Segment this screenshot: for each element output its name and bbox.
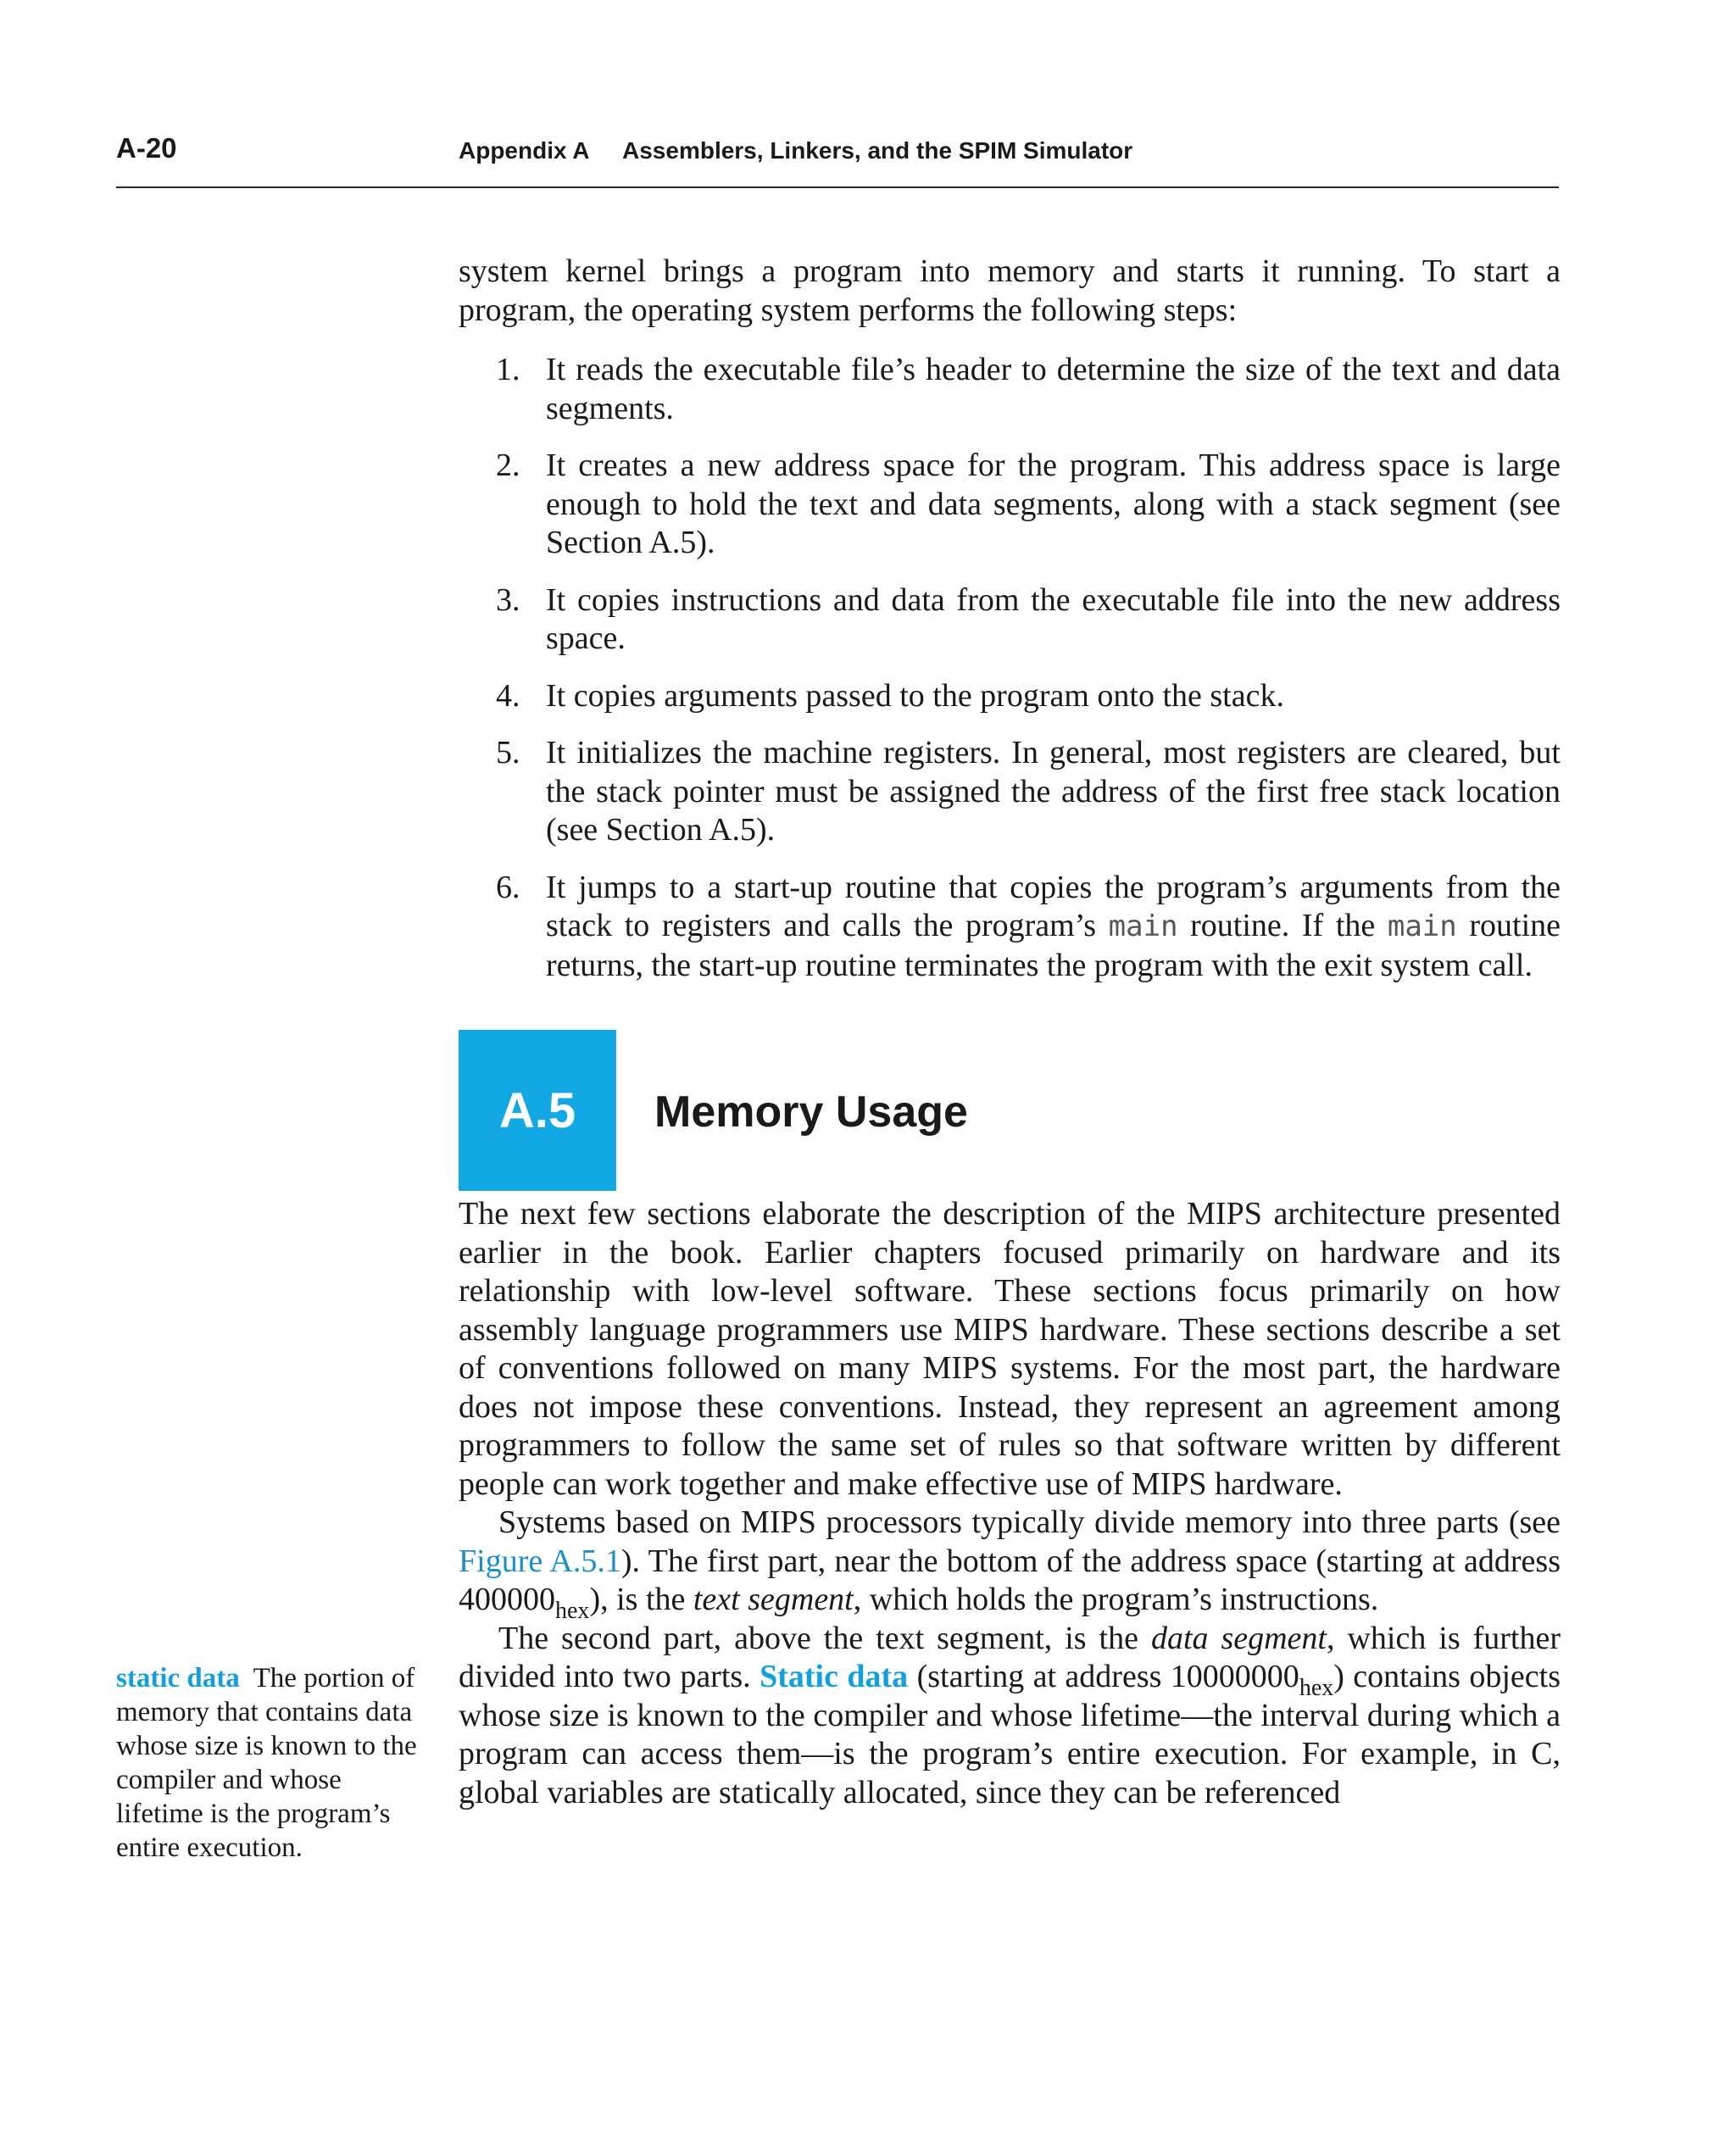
step-text-part: routine. If the — [1177, 908, 1388, 943]
subscript-hex: hex — [1299, 1675, 1334, 1701]
text-run: ) contains objects whose size is known to the compiler and whose lifetime—the interval during which a program can access them—is the program’s entire execution. For example, in C, global variables are statically allocated, since they can be referenced — [459, 1659, 1561, 1810]
running-head — [116, 127, 1559, 188]
step-text: It reads the executable file’s header to determine the size of the text and data segments. — [546, 352, 1561, 426]
chapter-title: Assemblers, Linkers, and the SPIM Simulator — [622, 137, 1133, 164]
list-item — [459, 677, 1561, 716]
step-text: It creates a new address space for the program. This address space is large enough to hold the text and data segments, along with a stack segment (see Section A.5). — [546, 448, 1561, 560]
margin-term: static data — [116, 1663, 240, 1693]
section-title: Memory Usage — [654, 1087, 968, 1137]
body-paragraph — [459, 1504, 1561, 1624]
step-text: It copies arguments passed to the program onto the stack. — [546, 677, 1284, 714]
margin-definition — [116, 1661, 430, 1865]
text-run: , which holds the program’s instructions. — [853, 1582, 1379, 1617]
section-number-box: A.5 — [459, 1030, 616, 1191]
code-main: main — [1387, 909, 1457, 943]
step-text: It initializes the machine registers. In general, most registers are cleared, but the stack pointer must be assigned the address of the first free stack location (see Section A.5). — [546, 735, 1561, 848]
list-item — [459, 581, 1561, 659]
text-run: Systems based on MIPS processors typically divide memory into three parts (see — [498, 1504, 1561, 1540]
step-number: 1. — [496, 352, 520, 387]
list-item — [459, 869, 1561, 986]
list-item — [459, 447, 1561, 563]
section-body — [459, 1195, 1561, 1812]
text-run: , which is further divided into two parts. — [459, 1620, 1561, 1694]
text-run: ), is the — [589, 1582, 693, 1617]
page-number: A-20 — [116, 132, 177, 164]
step-number: 5. — [496, 735, 520, 770]
code-main: main — [1108, 909, 1178, 943]
intro-paragraph: system kernel brings a program into memory and starts it running. To start a program, the operating system performs the following steps: — [459, 253, 1561, 328]
steps-list — [459, 351, 1561, 1004]
step-number: 4. — [496, 677, 520, 714]
step-number: 3. — [496, 581, 520, 618]
step-number: 2. — [496, 448, 520, 483]
body-paragraph — [459, 1620, 1561, 1813]
step-text-part: It jumps to a start-up routine that copies the program’s arguments from the stack to registers and calls the program’s — [546, 869, 1561, 943]
chapter-label: Appendix A — [459, 137, 590, 164]
body-paragraph: The next few sections elaborate the description of the MIPS architecture presented earlier in the book. Earlier chapters focused primarily on hardware and its relationship with low-level software. These sections focus primarily on how assembly language programmers use MIPS hardware. These sections describe a set of conventions followed on many MIPS systems. For the most part, the hardware does not impose these conventions. Instead, they represent an agreement among programmers to follow the same set of rules so that software written by different people can work together and make effective use of MIPS hardware. — [459, 1196, 1561, 1502]
term-text-segment: text segment — [693, 1582, 854, 1617]
list-item — [459, 734, 1561, 850]
term-data-segment: data segment — [1150, 1620, 1327, 1656]
step-text — [546, 870, 1561, 983]
figure-link[interactable]: Figure A.5.1 — [459, 1543, 621, 1579]
subscript-hex: hex — [555, 1598, 590, 1624]
text-run: The second part, above the text segment, is the — [498, 1620, 1151, 1656]
term-static-data: Static data — [760, 1659, 909, 1694]
text-run: (starting at address 10000000 — [908, 1659, 1299, 1694]
step-text: It copies instructions and data from the executable file into the new address space. — [546, 581, 1561, 656]
step-number: 6. — [496, 869, 520, 905]
list-item — [459, 351, 1561, 428]
step-text-part: routine returns, the start-up routine terminates the program with the exit system call. — [546, 908, 1561, 983]
margin-definition-text: The portion of memory that contains data whose size is known to the compiler and whose lifetime is the program’s entire execution. — [116, 1663, 417, 1863]
text-run: ). The first part, near the bottom of the address space (starting at address 400000 — [459, 1543, 1561, 1617]
